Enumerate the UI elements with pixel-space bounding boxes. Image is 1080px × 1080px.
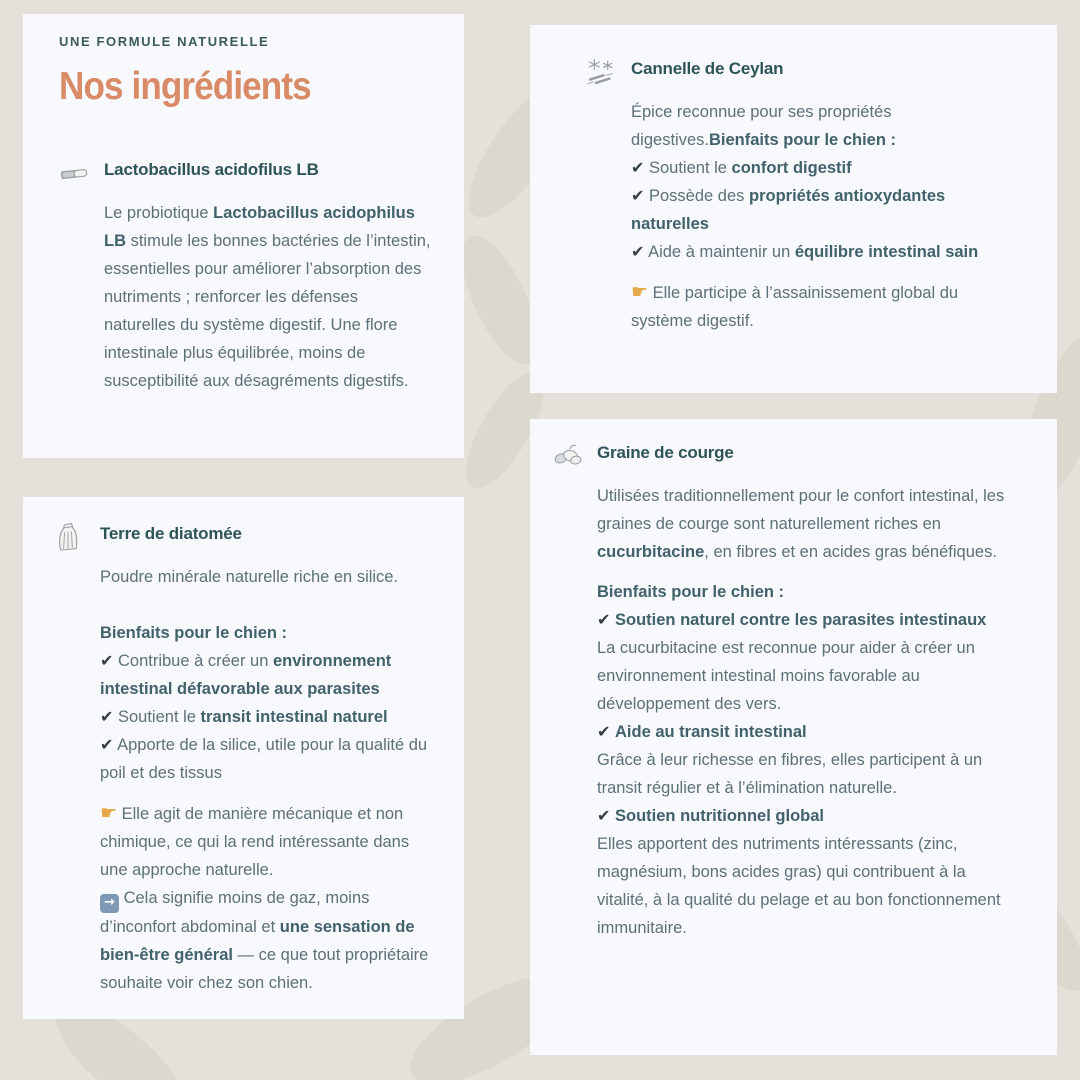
card-graine-de-courge [530, 419, 1057, 1055]
bold-text: confort digestif [731, 159, 852, 177]
bold-text: transit intestinal naturel [200, 708, 388, 726]
bold-text: Soutien naturel contre les parasites intestinaux [615, 611, 987, 629]
ingredient-paragraph: Utilisées traditionnellement pour le confort intestinal, les graines de courge sont naturellement riches en cucurbitacine, en fibres et en acides gras bénéfiques. [597, 487, 1005, 561]
check-icon: ✔ [597, 806, 611, 825]
ingredient-cannelle [586, 56, 1011, 335]
seeds-icon [552, 440, 582, 472]
ingredient-paragraph: Épice reconnue pour ses propriétés digestives.Bienfaits pour le chien : ✔ Soutient le confort digestif ✔ Possède des propriétés antioxydantes naturelles ✔ Aide à maintenir un équilibre intestinal sain [631, 103, 979, 261]
check-icon: ✔ [631, 158, 645, 177]
ingredient-courge [552, 440, 1013, 942]
bold-text: Lactobacillus acidophilus LB [104, 204, 415, 250]
section-kicker: UNE FORMULE NATURELLE [59, 34, 270, 49]
arrow-right-icon: → [100, 894, 119, 913]
bold-text: Bienfaits pour le chien : [100, 624, 288, 642]
check-icon: ✔ [597, 722, 611, 741]
ingredient-paragraph: Le probiotique Lactobacillus acidophilus LB stimule les bonnes bactéries de l’intestin, essentielles pour améliorer l’absorption des nutriments ; renforcer les défenses naturelles du système digestif. Une flore intestinale plus équilibrée, moins de susceptibilité aux désagréments digestifs. [104, 204, 431, 390]
ingredient-title: Lactobacillus acidofilus LB [104, 160, 319, 179]
bold-text: Bienfaits pour le chien : [708, 131, 896, 149]
check-icon: ✔ [631, 242, 645, 261]
ingredient-paragraph: Bienfaits pour le chien : ✔ Soutien naturel contre les parasites intestinaux La cucurbitacine est reconnue pour aider à créer un environnement intestinal moins favorable au développement des vers. ✔ Aide au transit intestinal Grâce à leur richesse en fibres, elles participent à un transit régulier et à l’élimination naturelle. ✔ Soutien nutritionnel global Elles apportent des nutriments intéressants (zinc, magnésium, bons acides gras) qui contribuent à la vitalité, à la qualité du pelage et au bon fonctionnement immunitaire. [597, 583, 1001, 937]
ingredient-paragraph: Poudre minérale naturelle riche en silice. [100, 568, 399, 586]
bold-text: Soutien nutritionnel global [615, 807, 824, 825]
check-icon: ✔ [100, 651, 114, 670]
bold-text: cucurbitacine [597, 543, 705, 561]
check-icon: ✔ [100, 735, 114, 754]
ingredient-title: Graine de courge [597, 443, 734, 462]
card-cannelle-de-ceylan [530, 25, 1057, 393]
check-icon: ✔ [631, 186, 645, 205]
ingredient-diatomee [55, 521, 436, 997]
card-terre-de-diatomee [23, 497, 464, 1019]
ingredient-title: Terre de diatomée [100, 524, 242, 543]
sack-icon [55, 521, 85, 557]
page-title: Nos ingrédients [59, 65, 311, 108]
check-icon: ✔ [100, 707, 114, 726]
bold-text: Aide au transit intestinal [615, 723, 807, 741]
ingredient-paragraph: ☛ Elle participe à l’assainissement global du système digestif. [631, 281, 959, 330]
bold-text: Bienfaits pour le chien : [597, 583, 785, 601]
ingredient-title: Cannelle de Ceylan [631, 59, 784, 78]
bold-text: équilibre intestinal sain [794, 243, 979, 261]
bold-text: une sensation de bien-être général [100, 917, 415, 964]
pointer-finger-icon: ☛ [100, 802, 118, 824]
ingredient-lactobacillus [59, 157, 434, 395]
bold-text: propriétés antioxydantes naturelles [631, 187, 946, 233]
ingredient-paragraph: ☛ Elle agit de manière mécanique et non chimique, ce qui la rend intéressante dans une approche naturelle. → Cela signifie moins de gaz, moins d’inconfort abdominal et une sensation de bien-être général — ce que tout propriétaire souhaite voir chez son chien. [100, 802, 429, 992]
capsule-icon [59, 157, 89, 193]
card-formule-naturelle [23, 14, 464, 458]
pointer-finger-icon: ☛ [631, 281, 649, 303]
cinnamon-icon [586, 56, 616, 92]
bold-text: environnement intestinal défavorable aux parasites [100, 652, 392, 698]
check-icon: ✔ [597, 610, 611, 629]
ingredient-paragraph: Bienfaits pour le chien : ✔ Contribue à créer un environnement intestinal défavorable aux parasites ✔ Soutient le transit intestinal naturel ✔ Apporte de la silice, utile pour la qualité du poil et des tissus [100, 624, 428, 782]
